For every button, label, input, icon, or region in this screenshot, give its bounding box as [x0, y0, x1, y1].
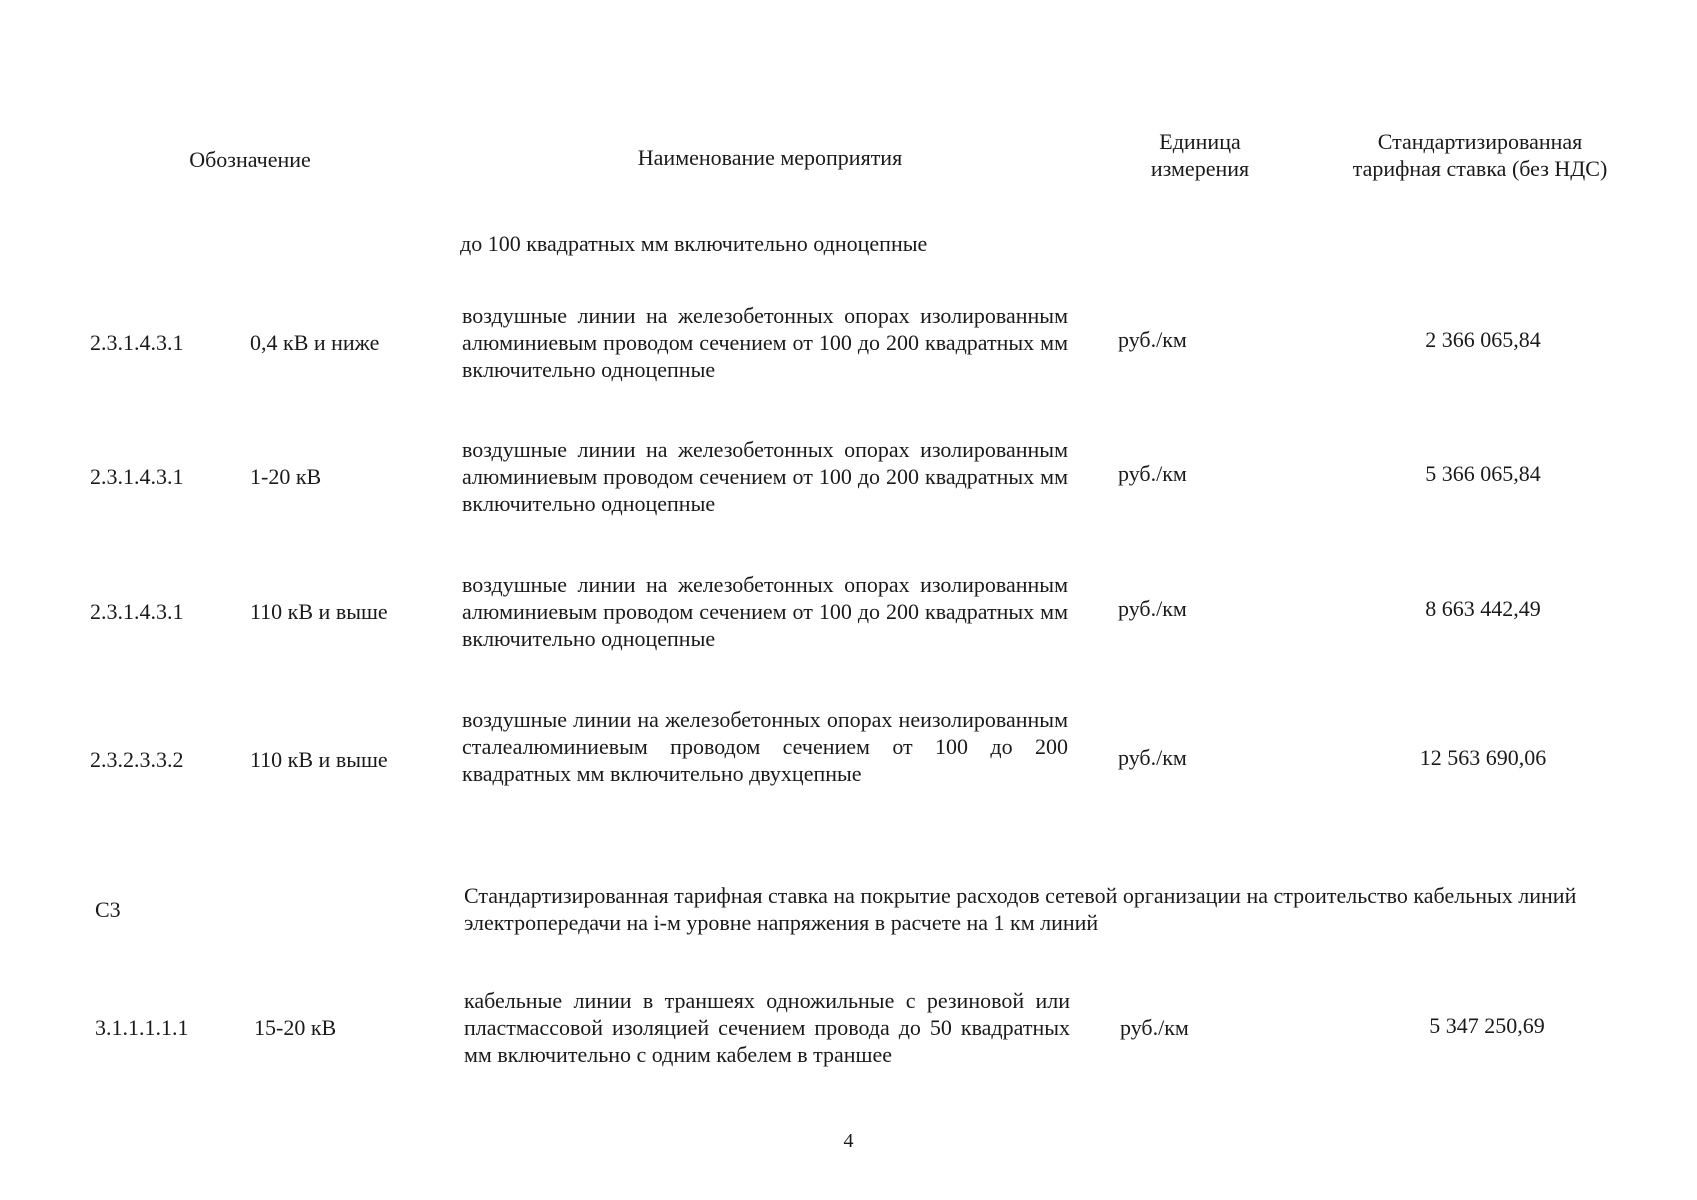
row-code: 2.3.1.4.3.1 — [90, 330, 184, 355]
row-unit: руб./км — [1120, 1015, 1189, 1040]
header-unit-line2: измерения — [1150, 156, 1250, 181]
header-unit — [1100, 128, 1300, 182]
row-description: воздушные линии на железобетонных опорах изолированным алюминиевым проводом сечением от 100 до 200 квадратных мм включительно одноцепные — [462, 572, 1068, 651]
row-rate: 5 347 250,69 — [1429, 1013, 1545, 1038]
row-code: 3.1.1.1.1.1 — [95, 1015, 189, 1040]
row-code: 2.3.1.4.3.1 — [90, 599, 184, 624]
row-unit: руб./км — [1118, 461, 1187, 486]
header-unit-line1: Единица — [1159, 129, 1241, 154]
row-voltage: 15-20 кВ — [254, 1015, 337, 1040]
section-code: С3 — [95, 897, 121, 922]
row-unit: руб./км — [1118, 596, 1187, 621]
row-description: воздушные линии на железобетонных опорах неизолированным сталеалюминиевым проводом сечением от 100 до 200 квадратных мм включительно двухцепные — [462, 707, 1068, 786]
header-rate — [1310, 128, 1650, 182]
row-description: воздушные линии на железобетонных опорах изолированным алюминиевым проводом сечением от 100 до 200 квадратных мм включительно одноцепные — [462, 437, 1068, 516]
row-description: кабельные линии в траншеях одножильные с резиновой или пластмассовой изоляцией сечением провода до 50 квадратных мм включительно с одним кабелем в траншее — [464, 988, 1070, 1067]
section-title: Стандартизированная тарифная ставка на покрытие расходов сетевой организации на строительство кабельных линий электропередачи на i-м уровне напряжения в расчете на 1 км линий — [464, 883, 1577, 935]
row-voltage: 1-20 кВ — [250, 464, 322, 489]
row-description: воздушные линии на железобетонных опорах изолированным алюминиевым проводом сечением от 100 до 200 квадратных мм включительно одноцепные — [462, 303, 1068, 382]
row-voltage: 0,4 кВ и ниже — [250, 330, 380, 355]
row-code: 2.3.2.3.3.2 — [90, 747, 184, 772]
header-rate-line1: Стандартизированная — [1377, 129, 1583, 154]
row-unit: руб./км — [1118, 327, 1187, 352]
row-voltage: 110 кВ и выше — [250, 599, 388, 624]
row-unit: руб./км — [1118, 745, 1187, 770]
row-rate: 5 366 065,84 — [1425, 461, 1541, 486]
row-rate: 8 663 442,49 — [1425, 596, 1541, 621]
continuation-text: до 100 квадратных мм включительно одноцепные — [460, 231, 928, 256]
row-voltage: 110 кВ и выше — [250, 747, 388, 772]
page-number: 4 — [843, 1130, 854, 1152]
row-code: 2.3.1.4.3.1 — [90, 464, 184, 489]
row-rate: 12 563 690,06 — [1419, 745, 1547, 770]
header-designation: Обозначение — [189, 147, 311, 172]
row-rate: 2 366 065,84 — [1425, 327, 1541, 352]
header-activity: Наименование мероприятия — [637, 145, 903, 170]
header-rate-line2: тарифная ставка (без НДС) — [1352, 156, 1608, 181]
